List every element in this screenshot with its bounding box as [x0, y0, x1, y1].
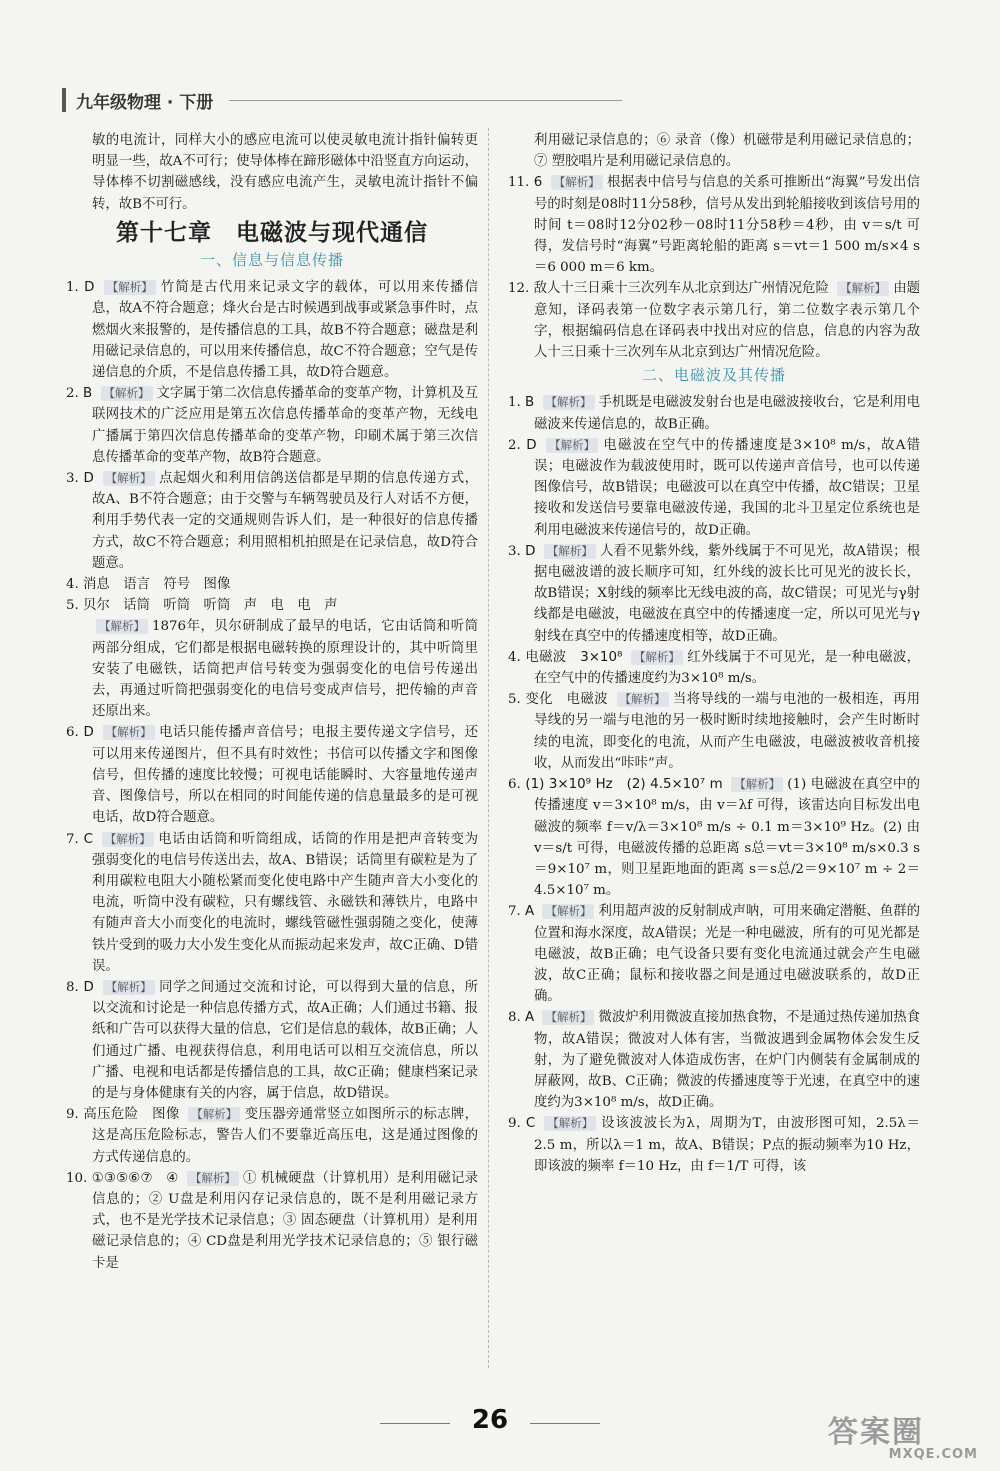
right-column [508, 130, 920, 1177]
answer-item [66, 829, 478, 977]
analysis-tag: 【解析】 [617, 692, 669, 707]
analysis-tag: 【解析】 [103, 725, 155, 740]
analysis-tag: 【解析】 [631, 650, 683, 665]
item-answer: A [525, 904, 535, 920]
analysis-tag: 【解析】 [543, 395, 595, 410]
answer-item [66, 468, 478, 574]
answer-item [508, 278, 920, 363]
watermark-url: MXQE.COM [888, 1447, 978, 1462]
answer-item [66, 574, 478, 595]
item-answer: B [83, 386, 93, 402]
answer-item [66, 277, 478, 383]
item-number: 7. [66, 831, 79, 847]
item-number: 12. [508, 281, 530, 297]
item-answer: 6 [533, 175, 543, 191]
analysis-text: 红外线属于不可见光，是一种电磁波，在空气中的传播速度约为3×10⁸ m/s。 [534, 649, 920, 687]
running-header [62, 86, 622, 114]
analysis-tag: 【解析】 [104, 280, 156, 295]
item-answer: 消息 语言 符号 图像 [83, 577, 231, 593]
analysis-tag: 【解析】 [101, 386, 153, 401]
answer-item [66, 977, 478, 1104]
item-answer: D [525, 543, 536, 559]
analysis-tag: 【解析】 [544, 1116, 596, 1131]
item-answer: B [525, 395, 535, 411]
item-number: 3. [508, 543, 521, 559]
item-number: 10. [66, 1170, 88, 1186]
analysis-tag: 【解析】 [187, 1171, 239, 1186]
footer-rule-left [380, 1423, 450, 1424]
answer-list [508, 392, 920, 1177]
item-answer: 高压危险 图像 [83, 1107, 180, 1123]
item-number: 11. [508, 175, 530, 191]
item-number: 5. [66, 598, 79, 614]
watermark-logo [828, 1415, 978, 1462]
item-number: 8. [508, 1010, 521, 1026]
page-number: 26 [471, 1405, 509, 1435]
analysis-tag: 【解析】 [96, 619, 148, 634]
answer-item [66, 722, 478, 828]
analysis-text: 根据表中信号与信息的关系可推断出“海翼”号发出信号的时刻是08时11分58秒，信号从发出到轮船接收到该信号用的时间 t＝08时12分02秒－08时11分58秒＝4秒，由 v＝s/t 可得，发信号时“海翼”号距离轮船的距离 s＝vt＝1 500 m/s×4 s＝6 000 m＝6 km。 [534, 175, 920, 276]
analysis-text: 同学之间通过交流和讨论，可以得到大量的信息，所以交流和讨论是一种信息传播方式，故A正确；人们通过书籍、报纸和广告可以获得大量的信息，它们是信息的载体，故B正确；人们通过广播、电视获得信息，利用电话可以相互交流信息，所以广播、电视和电话都是传播信息的工具，故C正确；健康档案记录的是与身体健康有关的内容，属于信息，故D错误。 [92, 979, 479, 1101]
answer-item [66, 1104, 478, 1168]
item-answer: 敌人十三日乘十三次列车从北京到达广州情况危险 [533, 281, 829, 297]
analysis-text: 变压器旁通常竖立如图所示的标志牌，这是高压危险标志，警告人们不要靠近高压电，这是通过图像的方式传递信息的。 [92, 1107, 479, 1165]
analysis-text: 文字属于第二次信息传播革命的变革产物，计算机及互联网技术的广泛应用是第五次信息传播革命的变革产物，无线电广播属于第四次信息传播革命的变革产物，印刷术属于第三次信息传播革命的变革产物，故B符合题意。 [92, 386, 478, 465]
answer-item [508, 541, 920, 647]
analysis-text: 设该波波长为λ，周期为T，由波形图可知，2.5λ＝2.5 m，所以λ＝1 m，故A、B错误；P点的振动频率为10 Hz，即该波的频率 f＝10 Hz，由 f＝1/T 可得，该 [534, 1116, 920, 1174]
header-title: 九年级物理 · 下册 [76, 92, 214, 113]
analysis-tag: 【解析】 [546, 438, 598, 453]
footer-rule-right [530, 1423, 600, 1424]
item-number: 1. [508, 395, 521, 411]
column-divider [488, 128, 489, 1368]
item-answer: C [83, 831, 93, 847]
watermark-text: 答案圈 [828, 1415, 924, 1450]
item-answer: D [526, 437, 537, 453]
left-column [66, 130, 478, 1274]
item-number: 5. [508, 692, 521, 708]
answer-item [66, 383, 478, 468]
section-title: 二、电磁波及其传播 [641, 366, 786, 385]
item-answer: ①③⑤⑥⑦ ④ [91, 1170, 179, 1186]
analysis-text: ① 机械硬盘（计算机用）是利用磁记录信息的；② U盘是利用闪存记录信息的，既不是利用磁记录方式，也不是光学技术记录信息；③ 固态硬盘（计算机用）是利用磁记录信息的；④ CD盘是利用光学技术记录信息的；⑤ 银行磁卡是 [92, 1170, 478, 1271]
answer-list [66, 277, 478, 616]
item-answer: D [84, 280, 95, 296]
answer-item [66, 595, 478, 616]
analysis-tag: 【解析】 [102, 832, 154, 847]
item-number: 9. [508, 1116, 521, 1132]
answer-item [508, 1113, 920, 1177]
item-number: 4. [508, 649, 521, 665]
analysis-tag: 【解析】 [542, 1010, 594, 1025]
answer-item [508, 774, 920, 901]
item-number: 1. [66, 280, 79, 296]
answer-list [66, 722, 478, 1273]
analysis-tag: 【解析】 [188, 1107, 240, 1122]
item-answer: 电磁波 3×10⁸ [525, 649, 623, 665]
header-bracket [62, 88, 66, 112]
analysis-text: 手机既是电磁波发射台也是电磁波接收台，它是利用电磁波来传递信息的，故B正确。 [534, 395, 920, 432]
analysis-text: 电磁波在空气中的传播速度是3×10⁸ m/s，故A错误；电磁波作为载波使用时，既可以传递声音信号，也可以传递图像信号，故B错误；电磁波可以在真空中传播，故C错误；卫星接收和发送信号要靠电磁波传递，我国的北斗卫星定位系统也是利用电磁波来传递信号的，故D正确。 [534, 437, 920, 538]
analysis-text: 电话只能传播声音信号；电报主要传递文字信号，还可以用来传递图片，但不具有时效性；书信可以传播文字和图像信号，但传播的速度比较慢；可视电话能瞬时、大容量地传递声音、图像信号，所以在相同的时间能传递的信息量最多的是可视电话，故D符合题意。 [92, 725, 479, 826]
continued-answer: 敏的电流计，同样大小的感应电流可以使灵敏电流计指针偏转更明显一些，故A不可行；使导体棒在蹄形磁体中沿竖直方向运动，导体棒不切割磁感线，没有感应电流产生，灵敏电流计指针不偏转，故B不可行。 [92, 133, 478, 212]
analysis-tag: 【解析】 [542, 904, 594, 919]
item-number: 7. [508, 904, 521, 920]
continued-answer: 利用磁记录信息的；⑥ 录音（像）机磁带是利用磁记录信息的；⑦ 塑胶唱片是利用磁记录信息的。 [534, 133, 920, 170]
item-number: 4. [66, 577, 79, 593]
analysis-text: 人看不见紫外线，紫外线属于不可见光，故A错误；根据电磁波谱的波长顺序可知，红外线的波长比可见光的波长长，故B错误；X射线的频率比无线电波的高，故C错误；可见光与γ射线都是电磁波，电磁波在真空中的传播速度一定，所以可见光与γ射线在真空中的传播速度相等，故D正确。 [534, 543, 921, 644]
chapter-title: 第十七章 电磁波与现代通信 [116, 219, 428, 246]
item-answer: D [83, 725, 94, 741]
item-number: 9. [66, 1107, 79, 1123]
item-answer: D [83, 471, 94, 487]
section-title: 一、信息与信息传播 [199, 251, 344, 270]
analysis-text: 利用超声波的反射制成声呐，可用来确定潜艇、鱼群的位置和海水深度，故A错误；光是一种电磁波，所有的可见光都是电磁波，故B正确；电气设备只要有变化电流通过就会产生电磁波，故C正确；鼠标和接收器之间是通过电磁波联系的，故D正确。 [534, 904, 920, 1005]
item-answer: 贝尔 话筒 听筒 听筒 声 电 电 声 [83, 598, 338, 614]
header-rule [229, 100, 622, 101]
answer-analysis [66, 616, 478, 722]
item-answer: C [525, 1116, 536, 1132]
analysis-text: 1876年，贝尔研制成了最早的电话，它由话筒和听筒两部分组成，它们都是根据电磁转换的原理设计的，其中听筒里安装了电磁铁，话筒把声信号转变为强弱变化的电信号传递出去，再通过听筒把强弱变化的电信号变成声信号，把传输的声音还原出来。 [92, 619, 478, 720]
answer-list [508, 172, 920, 363]
item-number: 6. [66, 725, 79, 741]
answer-item [508, 435, 920, 541]
answer-item [508, 689, 920, 774]
answer-item [508, 647, 920, 689]
analysis-text: 微波炉利用微波直接加热食物，不是通过热传递加热食物，故A错误；微波对人体有害，当微波遇到金属物体会发生反射，为了避免微波对人体造成伤害，在炉门内侧装有金属制成的屏蔽网，故B、C正确；微波的传播速度等于光速，在真空中的速度约为3×10⁸ m/s，故D正确。 [534, 1010, 920, 1111]
analysis-tag: 【解析】 [103, 980, 155, 995]
analysis-tag: 【解析】 [544, 544, 596, 559]
analysis-text: 当将导线的一端与电池的一极相连，再用导线的另一端与电池的另一极时断时续地接触时，会产生时断时续的电流，即变化的电流，从而产生电磁波，电磁波被收音机接收，从而发出“咔咔”声。 [534, 692, 921, 771]
analysis-tag: 【解析】 [103, 471, 155, 486]
analysis-text: 竹简是古代用来记录文字的载体，可以用来传播信息，故A不符合题意；烽火台是古时候遇到战事或紧急事件时，点燃烟火来报警的，是传播信息的工具，故B不符合题意；磁盘是利用磁记录信息的，可以用来传播信息，故C不符合题意；空气是传递信息的介质，不是信息传播工具，故D符合题意。 [92, 280, 479, 381]
analysis-tag: 【解析】 [731, 777, 783, 792]
analysis-text: (1) 电磁波在真空中的传播速度 v＝3×10⁸ m/s，由 v＝λf 可得，该雷达向目标发出电磁波的频率 f＝v/λ＝3×10⁸ m/s ÷ 0.1 m＝3×10⁹ Hz。(2) 由 v＝s/t 可得，电磁波传播的总距离 s总＝vt＝3×10⁸ m/s×0.3 s＝9×10⁷ m，则卫星距地面的距离 s＝s总/2＝9×10⁷ m ÷ 2＝4.5×10⁷ m。 [534, 777, 920, 899]
answer-item [508, 901, 920, 1007]
answer-item [66, 1168, 478, 1274]
item-number: 6. [508, 777, 521, 793]
analysis-text: 由题意知，译码表第一位数字表示第几行，第二位数字表示第几个字，根据编码信息在译码表中找出对应的信息，信息的内容为敌人十三日乘十三次列车从北京到达广州情况危险。 [534, 281, 921, 361]
analysis-tag: 【解析】 [551, 175, 603, 190]
answer-item [508, 1007, 920, 1113]
item-number: 3. [66, 471, 79, 487]
item-number: 8. [66, 979, 79, 995]
analysis-tag: 【解析】 [837, 281, 889, 296]
item-answer: 变化 电磁波 [525, 692, 608, 708]
analysis-text: 点起烟火和利用信鸽送信都是早期的信息传递方式，故A、B不符合题意；由于交警与车辆驾驶员及行人对话不方便，利用手势代表一定的交通规则告诉人们，是一种很好的信息传播方式，故C不符合题意；利用照相机拍照是在记录信息，故D符合题意。 [92, 471, 479, 571]
item-answer: (1) 3×10⁹ Hz (2) 4.5×10⁷ m [525, 777, 723, 793]
answer-item [508, 392, 920, 434]
analysis-text: 电话由话筒和听筒组成，话筒的作用是把声音转变为强弱变化的电信号传送出去，故A、B错误；话筒里有碳粒是为了利用碳粒电阻大小随松紧而变化使电路中产生随声音大小变化的电流，听筒中没有碳粒，只有螺线管、永磁铁和薄铁片，电路中有随声音大小而变化的电流时，螺线管磁性强弱随之变化，使薄铁片受到的吸力大小发生变化从而振动起来发声，故C正确、D错误。 [92, 831, 478, 974]
item-number: 2. [508, 437, 521, 453]
item-number: 2. [66, 386, 79, 402]
answer-item [508, 172, 920, 278]
item-answer: D [83, 979, 94, 995]
item-answer: A [525, 1010, 535, 1026]
